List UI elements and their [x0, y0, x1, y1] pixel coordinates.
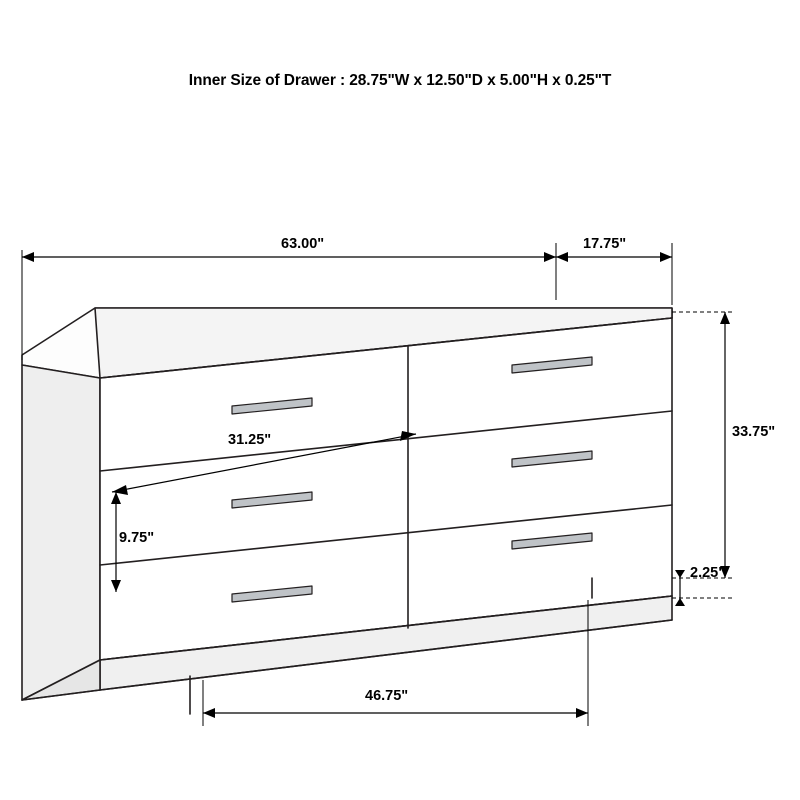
cabinet-left-side — [22, 365, 100, 700]
dim-label-height-total: 33.75" — [732, 424, 776, 440]
dim-label-depth-top: 17.75" — [583, 236, 627, 252]
dim-label-drawer-inner-width: 31.25" — [228, 432, 272, 448]
dim-label-width-total: 63.00" — [281, 236, 325, 252]
dim-label-base-width: 46.75" — [365, 688, 409, 704]
dim-label-drawer-stack-height: 9.75" — [119, 530, 155, 546]
page-title: Inner Size of Drawer : 28.75"W x 12.50"D x 5.00"H x 0.25"T — [188, 72, 612, 89]
dim-label-base-height: 2.25" — [690, 565, 726, 581]
